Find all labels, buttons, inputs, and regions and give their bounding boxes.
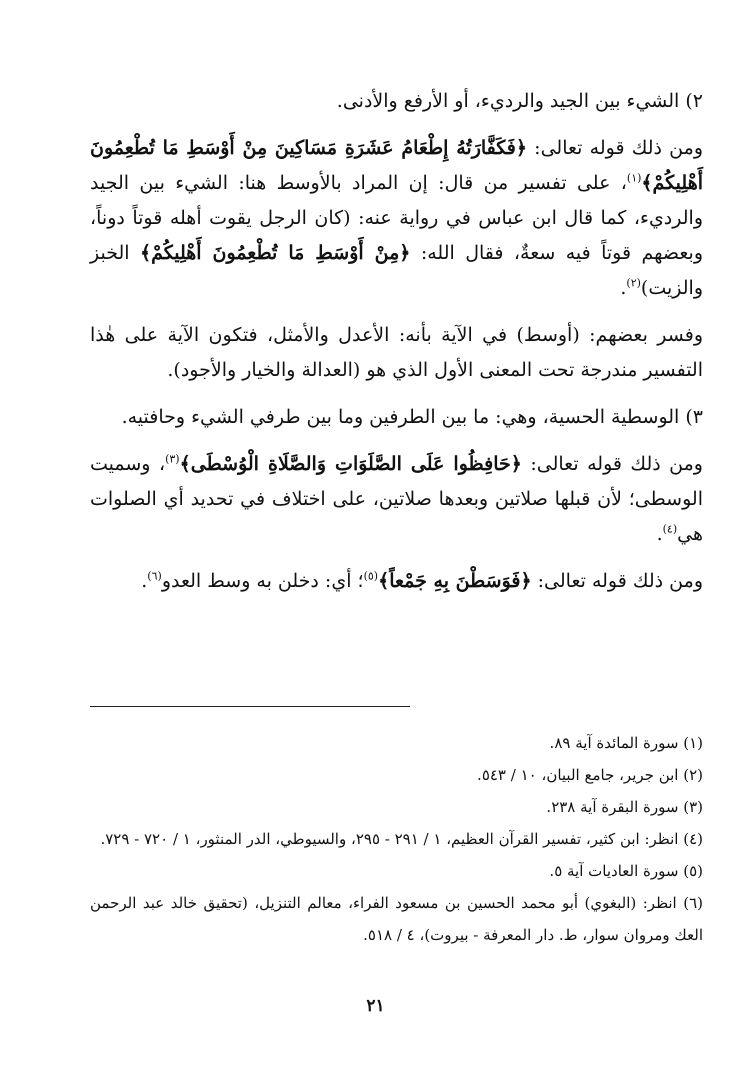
text-segment: ومن ذلك قوله تعالى: xyxy=(526,137,703,159)
text-segment: وفسر بعضهم: (أوسط) في الآية بأنه: الأعدل والأمثل، فتكون الآية على هٰذا التفسير مندرجة تحت المعنى الأول الذي هو (العدالة والخيار والأجود). xyxy=(90,324,703,381)
text-segment: ، على تفسير من قال: إن المراد بالأوسط هنا: الشيء بين الجيد والرديء، كما قال ابن عباس في رواية عنه: (كان الرجل يقوت أهله قوتاً دوناً، وبعضهم قوتاً فيه سعةٌ، فقال الله: xyxy=(90,172,703,264)
quran-verse: ﴿مِنْ أَوْسَطِ مَا تُطْعِمُونَ أَهْلِيكُمْ﴾ xyxy=(139,242,411,264)
paragraph-meaning-2 xyxy=(90,84,703,119)
text-segment: ٢) الشيء بين الجيد والرديء، أو الأرفع والأدنى. xyxy=(336,90,703,112)
footnote-ref: (٦) xyxy=(147,569,162,583)
text-segment: ، وسميت الوسطى؛ لأن قبلها صلاتين وبعدها صلاتين، على اختلاف في تحديد أي الصلوات هي xyxy=(90,453,703,545)
footnote-5: (٥) سورة العاديات آية ٥. xyxy=(549,862,703,880)
text-segment: الخبز والزيت) xyxy=(90,242,703,299)
footnote-3: (٣) سورة البقرة آية ٢٣٨. xyxy=(546,798,703,816)
footnote-1: (١) سورة المائدة آية ٨٩. xyxy=(549,734,703,752)
paragraph-interpretation xyxy=(90,318,703,388)
footnote-ref: (٥) xyxy=(363,569,379,583)
footnote-ref: (٤) xyxy=(662,522,678,536)
footnote-ref: (٢) xyxy=(626,276,641,290)
main-text xyxy=(90,84,703,599)
text-segment: . xyxy=(141,570,148,592)
footnote-4: (٤) انظر: ابن كثير، تفسير القرآن العظيم، ١ / ٢٩١ - ٢٩٥، والسيوطي، الدر المنثور، ١ / ٧٢٠ - ٧٢٩. xyxy=(100,830,703,848)
text-segment: . xyxy=(656,523,663,545)
paragraph-meaning-3 xyxy=(90,400,703,435)
quran-verse: ﴿فَكَفَّارَتُهُ إِطْعَامُ عَشَرَةِ مَسَاكِينَ مِنْ أَوْسَطِ مَا تُطْعِمُونَ أَهْلِيكُمْ﴾ xyxy=(90,137,703,194)
quran-verse: ﴿فَوَسَطْنَ بِهِ جَمْعاً﴾ xyxy=(378,570,532,592)
footnote-ref: (١) xyxy=(626,171,642,185)
footnote-2: (٢) ابن جرير، جامع البيان، ١٠ / ٥٤٣. xyxy=(477,766,703,784)
paragraph-middle-prayer xyxy=(90,447,703,552)
footnotes xyxy=(90,727,703,951)
paragraph-expiation-verse xyxy=(90,131,703,306)
text-segment: . xyxy=(620,277,627,299)
text-segment: ومن ذلك قوله تعالى: xyxy=(521,453,703,475)
footnote-ref: (٣) xyxy=(165,452,180,466)
quran-verse: ﴿حَافِظُوا عَلَى الصَّلَوَاتِ وَالصَّلَاةِ الْوُسْطَى﴾ xyxy=(179,453,522,475)
text-segment: ٣) الوسطية الحسية، وهي: ما بين الطرفين وما بين طرفي الشيء وحافتيه. xyxy=(121,406,703,428)
text-segment: ومن ذلك قوله تعالى: xyxy=(531,570,703,592)
footnote-6: (٦) انظر: (البغوي) أبو محمد الحسين بن مسعود الفراء، معالم التنزيل، (تحقيق خالد عبد الرحمن العك ومروان سوار، ط. دار المعرفة - بيروت)، ٤ / ٥١٨. xyxy=(90,894,703,944)
paragraph-adiyat-verse xyxy=(90,564,703,599)
text-segment: ؛ أي: دخلن به وسط العدو xyxy=(161,570,364,592)
page-number: ٢١ xyxy=(366,996,385,1016)
footnote-divider xyxy=(90,706,410,707)
